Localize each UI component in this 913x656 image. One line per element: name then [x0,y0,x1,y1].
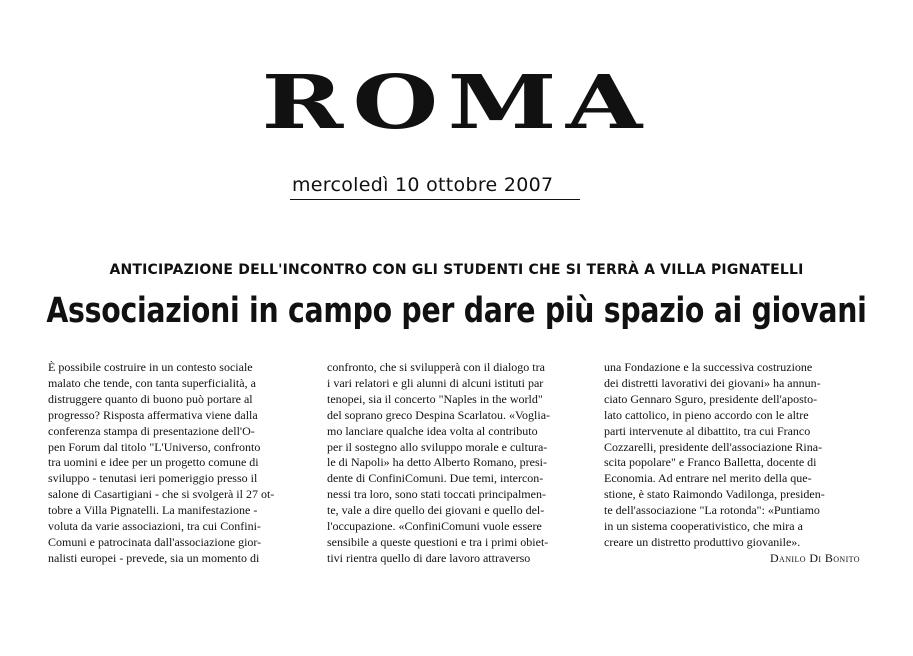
text-line: ciato Gennaro Sguro, presidente dell'aposto- [604,391,818,406]
text-line: voluta da varie associazioni, tra cui Confini- [48,519,261,534]
text-line: creare un distretto produttivo giovanile». [604,534,801,549]
article-column-2 [327,360,579,567]
text-line: del soprano greco Despina Scarlatou. «Voglia- [327,407,551,422]
text-line: progresso? Risposta affermativa viene dalla [48,407,258,422]
article-headline: Associazioni in campo per dare più spazio ai giovani [46,291,867,331]
text-line: in un sistema cooperativistico, che mira a [604,519,803,534]
text-line: dente di ConfiniComuni. Due temi, intercon- [327,471,544,486]
text-line: sviluppo - tenutasi ieri pomeriggio presso il [48,471,258,486]
article-kicker: ANTICIPAZIONE DELL'INCONTRO CON GLI STUDENTI CHE SI TERRÀ A VILLA PIGNATELLI [109,262,804,278]
text-line: le di Napoli» ha detto Alberto Romano, presi- [327,455,547,470]
text-line: te dell'associazione "La rotonda": «Puntiamo [604,503,820,518]
article-column-1 [48,360,300,567]
text-line: Comuni e patrocinata dall'associazione gior- [48,534,262,549]
text-line: te, vale a dire quello dei giovani e quello del- [327,503,545,518]
text-line: nessi tra loro, sono stati toccati principalmen- [327,487,546,502]
text-line: per il sostegno allo sviluppo morale e cultura- [327,439,548,454]
text-line: confronto, che si svilupperà con il dialogo tra [327,360,545,374]
date-underline [290,199,580,200]
text-line: tra uomini e idee per un progetto comune di [48,455,259,470]
text-line: una Fondazione e la successiva costruzione [604,360,813,374]
text-line: distruggere quanto di buono può portare al [48,391,253,406]
text-line: pen Forum dal titolo "L'Universo, confronto [48,439,261,454]
text-line: mo lanciare qualche idea volta al contributo [327,423,538,438]
text-line: malato che tende, con tanta superficialità, a [48,375,256,390]
text-line: tenopei, sia il concerto "Naples in the world" [327,391,543,406]
text-line: scita popolare" e Franco Balletta, docente di [604,455,817,470]
text-line: stione, è stato Raimondo Vadilonga, presiden- [604,487,825,502]
newspaper-masthead: ROMA [261,60,652,146]
text-line: nalisti europei - prevede, sia un momento di [48,550,260,565]
text-line: i vari relatori e gli alunni di alcuni istituti par [327,375,544,390]
text-line: dei distretti lavorativi dei giovani» ha annun- [604,375,821,390]
text-line: lato cattolico, in pieno accordo con le altre [604,407,809,422]
text-line: È possibile costruire in un contesto sociale [48,360,253,374]
text-line: tivi rientra quello di dare lavoro attraverso [327,550,531,565]
text-line: sensibile a queste questioni e tra i primi obiet- [327,534,549,549]
text-line: parti intervenute al dibattito, tra cui Franco [604,423,811,438]
article-column-3 [604,360,862,551]
text-line: tobre a Villa Pignatelli. La manifestazione - [48,503,258,518]
text-line: conferenza stampa di presentazione dell'O- [48,423,255,438]
text-line: l'occupazione. «ConfiniComuni vuole essere [327,519,542,534]
text-line: Economia. Ad entrare nel merito della que- [604,471,812,486]
issue-date: mercoledì 10 ottobre 2007 [292,174,554,196]
text-line: Cozzarelli, presidente dell'associazione Rina- [604,439,823,454]
author-byline: Danilo Di Bonito [769,551,860,565]
text-line: salone di Casartigiani - che si svolgerà il 27 ot- [48,487,275,502]
